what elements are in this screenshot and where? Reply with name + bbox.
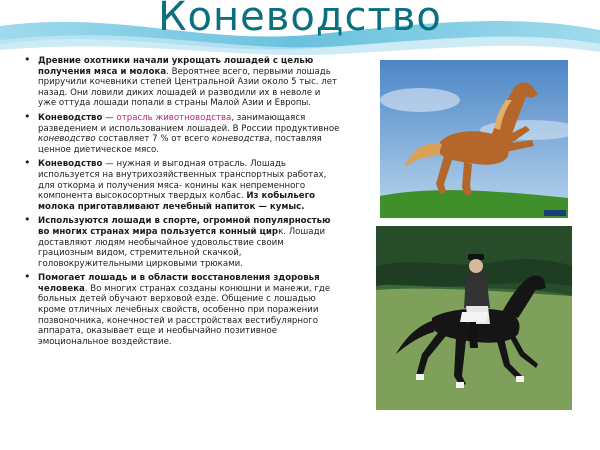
bullet-dash: — [102,112,117,123]
list-item [38,216,340,269]
content-list [38,56,340,351]
bullet-bold-text: Коневодство [38,112,103,123]
list-item [38,56,340,109]
bullet-text: . Во многих странах созданы конюшни и манежи, где больных детей обучают верховой езде. Общение с лошадью кроме отличных лечебных свойств, особенно при поражении позвоночника, конечностей и расстройствах вестибулярного аппарата, оказывает еще и необычайно позитивное эмоциональное воздействие. [38,283,331,347]
bullet-text: — нужная и выгодная отрасль. Лошадь используется на внутрихозяйственных транспортных работах, для откорма и получения мяса- конины как непременного компонента высокосортных твердых колбас. [38,159,327,202]
bullet-text: составляет 7 % от всего [95,134,212,145]
bullet-bold-text: Используются лошади в спорте, огромной популярностью во многих странах мира пользуется конный цир [38,216,331,237]
bullet-text: . Вероятнее всего, первыми лошадь приручили кочевники степей Центральной Азии около 5 тыс. лет назад. Они ловили диких лошадей и разводили их в неволе и уже оттуда лошади попали в страны Малой Азии и Европы. [38,66,338,109]
list-item [38,159,340,212]
bullet-text: , занимающаяся разведением и использованием лошадей. В России продуктивное [38,112,340,134]
bullet-italic-text: коневодства [211,134,270,145]
list-item [38,273,340,347]
bullet-bold-text: Помогает лошадь и в области восстановления здоровья человека [38,273,320,294]
list-item [38,113,340,155]
livestock-link[interactable]: отрасль животноводства [116,112,232,123]
bullet-italic-text: коневодство [38,134,96,145]
page-title: Коневодство [158,0,442,40]
bullet-text: , поставляя ценное диетическое мясо. [38,134,322,155]
bullet-bold-text: Коневодство [38,159,103,170]
horse-rider-photo [376,226,572,410]
bullet-text: к. Лошади доставляют людям необычайное удовольствие своим грациозным видом, стремительной скачкой, головокружительными цирковыми трюками. [38,226,326,269]
rearing-horse-photo [380,60,568,218]
bullet-bold-text: Древние охотники начали укрощать лошадей с целью получения мяса и молока [38,56,314,77]
bullet-bold-text: Из кобыльего молока приготавливают лечебный напиток — кумыс. [38,191,315,212]
